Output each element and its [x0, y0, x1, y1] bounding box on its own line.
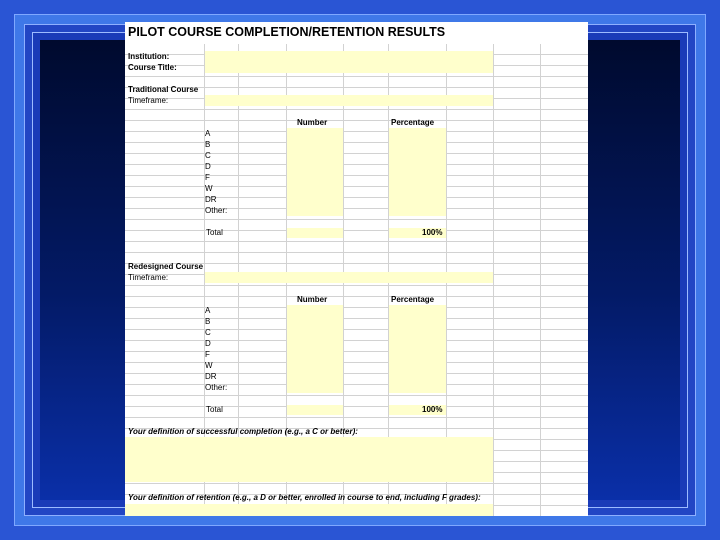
sheet-title: PILOT COURSE COMPLETION/RETENTION RESULTS	[128, 25, 446, 39]
traditional-total-number-input[interactable]	[287, 228, 343, 238]
grade-label: A	[205, 129, 211, 138]
traditional-grade-list	[205, 128, 227, 216]
grade-label: W	[205, 361, 213, 370]
grade-label: DR	[205, 195, 217, 204]
redesigned-percentage-header: Percentage	[391, 295, 435, 304]
redesigned-total-percent: 100%	[422, 405, 443, 414]
grade-label: C	[205, 328, 211, 337]
course-title-label: Course Title:	[128, 63, 177, 72]
traditional-number-input[interactable]	[287, 128, 343, 216]
redesigned-percentage-input[interactable]	[389, 305, 446, 393]
institution-course-input[interactable]	[205, 51, 493, 73]
grade-label: Other:	[205, 206, 228, 215]
grade-label: D	[205, 339, 211, 348]
grade-label: F	[205, 350, 210, 359]
redesigned-course-heading: Redesigned Course	[128, 262, 204, 271]
grade-label: C	[205, 151, 211, 160]
column-line	[540, 22, 541, 516]
institution-label: Institution:	[128, 52, 170, 61]
grade-label: A	[205, 306, 211, 315]
redesigned-number-header: Number	[297, 295, 328, 304]
grade-label: B	[205, 317, 211, 326]
traditional-percentage-input[interactable]	[389, 128, 446, 216]
column-line	[493, 22, 494, 516]
grade-label: W	[205, 184, 213, 193]
redesigned-timeframe-input[interactable]	[205, 272, 493, 283]
completion-definition-input[interactable]	[125, 437, 493, 482]
grade-label: B	[205, 140, 211, 149]
traditional-total-percent: 100%	[422, 228, 443, 237]
redesigned-total-number-input[interactable]	[287, 405, 343, 415]
traditional-timeframe-input[interactable]	[205, 95, 493, 106]
spreadsheet	[125, 22, 588, 516]
redesigned-timeframe-label: Timeframe:	[128, 273, 169, 282]
redesigned-total-label: Total	[206, 405, 223, 414]
traditional-percentage-header: Percentage	[391, 118, 435, 127]
traditional-total-label: Total	[206, 228, 223, 237]
grade-label: DR	[205, 372, 217, 381]
redesigned-grade-list	[205, 305, 227, 393]
retention-definition-label: Your definition of retention (e.g., a D or better, enrolled in course to end, including F grades):	[128, 493, 481, 502]
grade-label: Other:	[205, 383, 228, 392]
traditional-timeframe-label: Timeframe:	[128, 96, 169, 105]
redesigned-number-input[interactable]	[287, 305, 343, 393]
grade-label: F	[205, 173, 210, 182]
retention-definition-input[interactable]	[125, 504, 493, 516]
traditional-number-header: Number	[297, 118, 328, 127]
grade-label: D	[205, 162, 211, 171]
traditional-course-heading: Traditional Course	[128, 85, 199, 94]
completion-definition-label: Your definition of successful completion (e.g., a C or better):	[128, 427, 358, 436]
